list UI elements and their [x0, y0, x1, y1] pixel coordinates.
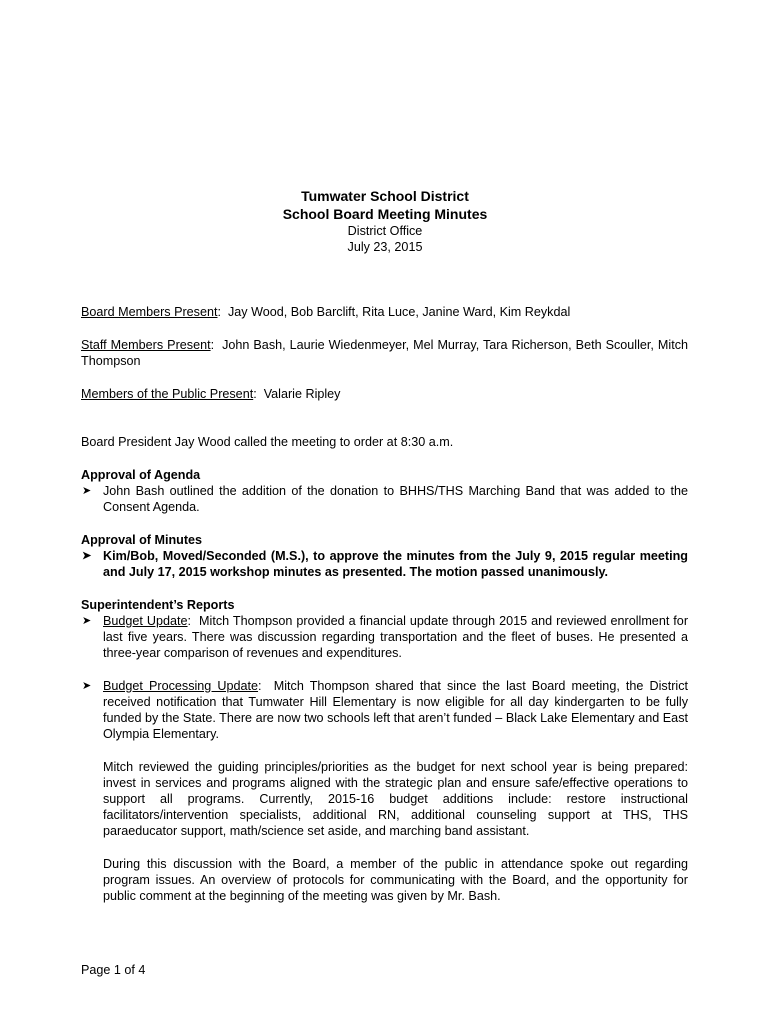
arrow-bullet-icon: ➤ — [82, 485, 92, 497]
budget-processing-bullet: ➤ Budget Processing Update: Mitch Thompson shared that since the last Board meeting, the District received notification that Tumwater Hill Elementary is now eligible for all day kindergarten to be fully funded by the State. There are now two schools left that aren’t funded – Black Lake Elementary and East Olympia Elementary. — [82, 679, 688, 741]
reports-heading: Superintendent’s Reports — [81, 598, 235, 612]
meeting-location: District Office — [347, 224, 423, 238]
staff-members-present: Staff Members Present: John Bash, Laurie Wiedenmeyer, Mel Murray, Tara Richerson, Beth Scouller, Mitch Thompson — [81, 338, 688, 368]
budget-update-label: Budget Update — [103, 614, 188, 628]
budget-update-text: Mitch Thompson provided a financial update through 2015 and reviewed enrollment for last five years. There was discussion regarding transportation and the fleet of buses. He presented a three-year comparison of revenues and expenditures. — [103, 614, 689, 660]
public-members-names: Valarie Ripley — [263, 387, 341, 401]
document-body — [81, 304, 688, 904]
minutes-heading: Approval of Minutes — [81, 533, 203, 547]
public-members-present: Members of the Public Present: Valarie Ripley — [81, 387, 341, 401]
agenda-heading: Approval of Agenda — [81, 468, 201, 482]
agenda-bullet-text: John Bash outlined the addition of the donation to BHHS/THS Marching Band that was added to the Consent Agenda. — [103, 484, 688, 514]
discussion-paragraph: During this discussion with the Board, a member of the public in attendance spoke out regarding program issues. An overview of protocols for communicating with the Board, and the opportunity for public comment at the beginning of the meeting was given by Mr. Bash. — [103, 857, 688, 903]
document-header — [0, 187, 770, 255]
call-to-order: Board President Jay Wood called the meeting to order at 8:30 a.m. — [81, 435, 454, 449]
public-members-label: Members of the Public Present — [81, 387, 254, 401]
guiding-principles-paragraph: Mitch reviewed the guiding principles/priorities as the budget for next school year is being prepared: invest in services and programs aligned with the strategic plan and ensure safe/effective operations to support all programs. Currently, 2015-16 budget additions include: restore instructional facilitators/intervention specialists, additional RN, additional counseling support at THS, THS paraeducator support, math/science set aside, and marching band assistant. — [103, 760, 688, 838]
budget-update-bullet: ➤ Budget Update: Mitch Thompson provided a financial update through 2015 and reviewed enrollment for last five years. There was discussion regarding transportation and the fleet of buses. He presented a three-year comparison of revenues and expenditures. — [82, 614, 689, 660]
meeting-date: July 23, 2015 — [347, 240, 423, 254]
agenda-bullet — [81, 483, 688, 515]
arrow-bullet-icon: ➤ — [82, 680, 92, 692]
board-members-label: Board Members Present — [81, 305, 218, 319]
arrow-bullet-icon: ➤ — [82, 615, 92, 627]
minutes-bullet-text: Kim/Bob, Moved/Seconded (M.S.), to approve the minutes from the July 9, 2015 regular meeting and July 17, 2015 workshop minutes as presented. The motion passed unanimously. — [103, 549, 688, 579]
staff-members-names: John Bash, Laurie Wiedenmeyer, Mel Murray, Tara Richerson, Beth Scouller, Mitch Thompson — [81, 338, 688, 368]
page-number: Page 1 of 4 — [81, 963, 146, 977]
arrow-bullet-icon: ➤ — [82, 550, 92, 562]
staff-members-label: Staff Members Present — [81, 338, 211, 352]
district-name: Tumwater School District — [301, 188, 469, 204]
minutes-bullet — [81, 548, 688, 580]
board-members-names: Jay Wood, Bob Barclift, Rita Luce, Janine Ward, Kim Reykdal — [228, 305, 571, 319]
budget-processing-label: Budget Processing Update — [103, 679, 259, 693]
board-members-present: Board Members Present: Jay Wood, Bob Barclift, Rita Luce, Janine Ward, Kim Reykdal — [81, 305, 571, 319]
budget-processing-text: Mitch Thompson shared that since the last Board meeting, the District received notification that Tumwater Hill Elementary is now eligible for all day kindergarten to be fully funded by the State. There are now two schools left that aren’t funded – Black Lake Elementary and East Olympia Elementary. — [103, 679, 688, 741]
document-title: School Board Meeting Minutes — [282, 206, 488, 222]
